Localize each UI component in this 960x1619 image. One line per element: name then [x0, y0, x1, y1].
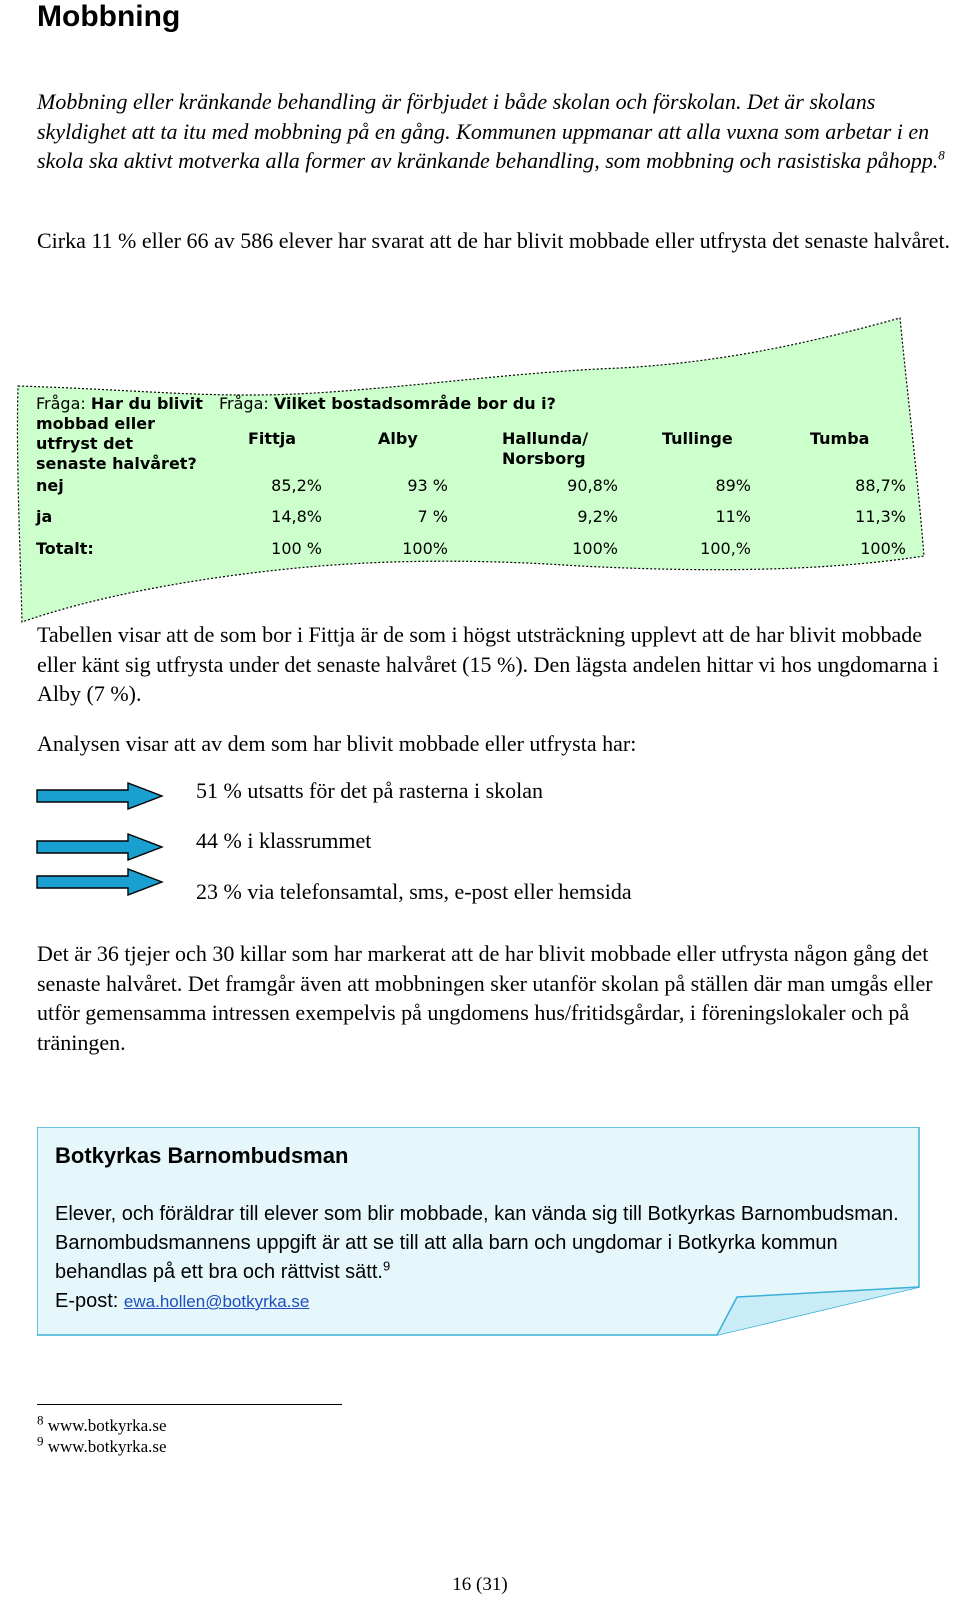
bullet-item-3: 23 % via telefonsamtal, sms, e-post eller hemsida — [196, 879, 632, 904]
summary-paragraph: Cirka 11 % eller 66 av 586 elever har svarat att de har blivit mobbade eller utfrysta det senaste halvåret. — [37, 228, 951, 253]
col-header-alby: Alby — [378, 429, 418, 448]
cell-totalt-tullinge: 100,% — [700, 539, 751, 558]
footnote-8: $^8$ www.botkyrka.se — [37, 1412, 167, 1435]
row-label-nej: nej — [36, 476, 64, 495]
intro-paragraph: Mobbning eller kränkande behandling är förbjudet i både skolan och förskolan. Det är skolans skyldighet att ta itu med mobbning på en gång. Kommunen uppmanar att alla vuxna som arbetar i en skola ska aktivt motverka alla former av kränkande behandling, som mobbning och rasistiska påhopp.$^8$ — [37, 89, 945, 173]
cell-ja-tumba: 11,3% — [855, 507, 906, 526]
bullet-item-1: 51 % utsatts för det på rasterna i skolan — [196, 778, 544, 803]
analysis-paragraph: Tabellen visar att de som bor i Fittja är de som i högst utsträckning upplevt att de har blivit mobbade eller känt sig utfrysta under det senaste halvåret (15 %). Den lägsta andelen hittar vi hos ungdomarna i Alby (7 %). — [37, 622, 939, 706]
row-label-ja: ja — [36, 507, 53, 526]
gender-paragraph: Det är 36 tjejer och 30 killar som har markerat att de har blivit mobbade eller utfrysta någon gång det senaste halvåret. Det framgår även att mobbningen sker utanför skolan på ställen där man umgås eller utför gemensamma intressen exempelvis på ungdomens hus/fritidsgårdar, i föreningslokaler och på träningen. — [37, 941, 933, 1055]
col-header-tumba: Tumba — [810, 429, 870, 448]
email-link[interactable]: ewa.hollen@botkyrka.se — [123, 1292, 310, 1311]
cell-ja-hallunda: 9,2% — [577, 507, 618, 526]
cell-nej-tullinge: 89% — [715, 476, 751, 495]
footnote-ref-8: 8 — [938, 147, 945, 163]
footnote-ref-9: 9 — [382, 1258, 391, 1274]
page-heading: Mobbning — [37, 0, 181, 33]
cell-ja-alby: 7 % — [417, 507, 448, 526]
col-header-hallunda-norsborg: Hallunda/ Norsborg — [502, 429, 589, 468]
cell-totalt-fittja: 100 % — [271, 539, 322, 558]
cell-totalt-hallunda: 100% — [572, 539, 618, 558]
col-header-fittja: Fittja — [248, 429, 296, 448]
info-box-text: Elever, och föräldrar till elever som blir mobbade, kan vända sig till Botkyrkas Barnombudsman. Barnombudsmannens uppgift är att se till att alla barn och ungdomar i Botkyrka kommun behandlas på ett bra och rättvist sätt.$^9$ E-post: ewa.hollen@botkyrka.se — [55, 1203, 899, 1312]
footnote-9: $^9$ www.botkyrka.se — [37, 1433, 167, 1456]
footnote-divider — [37, 1404, 342, 1405]
cell-nej-hallunda: 90,8% — [567, 476, 618, 495]
cell-totalt-tumba: 100% — [860, 539, 906, 558]
table-question-2: Fråga: Vilket bostadsområde bor du i? — [219, 394, 556, 413]
table-question-1: Fråga: Har du blivit mobbad eller utfryst det senaste halvåret? — [36, 394, 203, 473]
arrow-right-icon — [36, 782, 166, 810]
analysis-intro: Analysen visar att av dem som har blivit mobbade eller utfrysta har: — [37, 731, 637, 756]
email-label: E-post: — [55, 1290, 119, 1312]
arrow-right-icon — [36, 868, 166, 896]
cell-totalt-alby: 100% — [402, 539, 448, 558]
arrow-right-icon — [36, 833, 166, 861]
page-number: 16 (31) — [452, 1574, 508, 1595]
bullet-item-2: 44 % i klassrummet — [196, 828, 372, 853]
info-box-title: Botkyrkas Barnombudsman — [55, 1143, 349, 1168]
cell-ja-tullinge: 11% — [715, 507, 751, 526]
cell-ja-fittja: 14,8% — [271, 507, 322, 526]
cell-nej-tumba: 88,7% — [855, 476, 906, 495]
row-label-totalt: Totalt: — [36, 539, 94, 558]
cell-nej-fittja: 85,2% — [271, 476, 322, 495]
cell-nej-alby: 93 % — [407, 476, 448, 495]
col-header-tullinge: Tullinge — [662, 429, 733, 448]
